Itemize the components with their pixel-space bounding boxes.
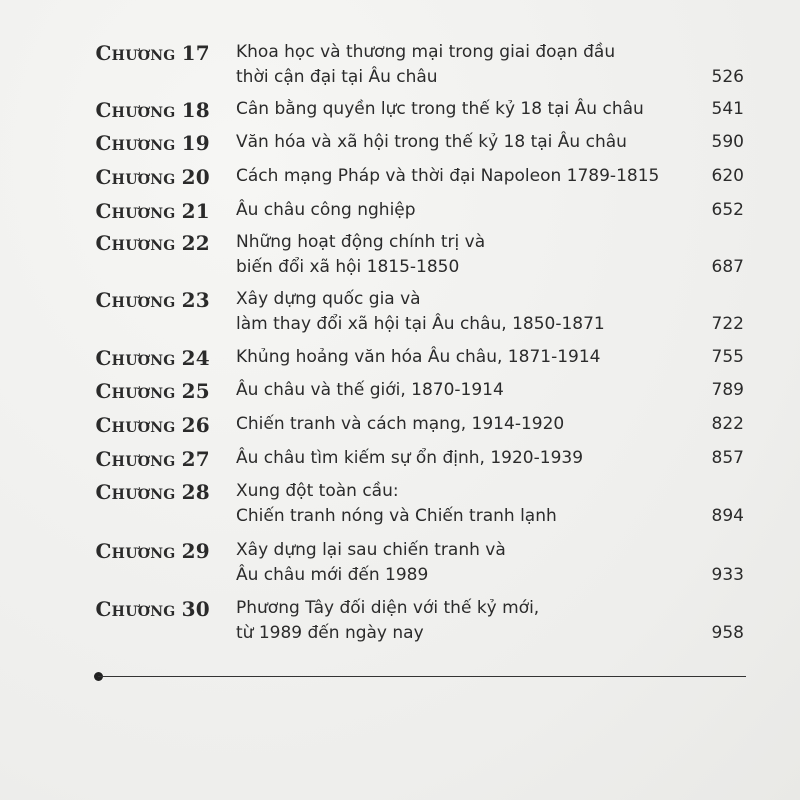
- chapter-number: 29: [181, 539, 210, 563]
- chapter-title: [236, 198, 686, 223]
- chapter-title: [236, 345, 686, 370]
- chapter-title-line: Cân bằng quyền lực trong thế kỷ 18 tại Âu châu: [236, 99, 644, 119]
- chapter-word: Chương: [95, 41, 176, 65]
- chapter-title: [236, 164, 686, 189]
- chapter-number: 26: [181, 413, 210, 437]
- chapter-word: Chương: [95, 379, 176, 403]
- chapter-label: [0, 230, 210, 256]
- chapter-title-line: Khủng hoảng văn hóa Âu châu, 1871-1914: [236, 347, 601, 367]
- chapter-title-line: Xây dựng quốc gia và: [236, 289, 421, 309]
- chapter-word: Chương: [95, 539, 176, 563]
- chapter-word: Chương: [95, 288, 176, 312]
- chapter-number: 25: [181, 379, 210, 403]
- chapter-title: [236, 97, 686, 122]
- chapter-word: Chương: [95, 413, 176, 437]
- chapter-title-line: Âu châu tìm kiếm sự ổn định, 1920-1939: [236, 448, 584, 468]
- page-number: 755: [711, 347, 744, 367]
- chapter-number: 23: [181, 288, 210, 312]
- chapter-title-line: Khoa học và thương mại trong giai đoạn đầu: [236, 42, 616, 62]
- chapter-title-line: Chiến tranh và cách mạng, 1914-1920: [236, 414, 565, 434]
- chapter-number: 27: [181, 447, 210, 471]
- chapter-number: 19: [181, 131, 210, 155]
- chapter-title: [236, 287, 686, 337]
- chapter-title: [236, 230, 686, 280]
- chapter-title-line: Âu châu mới đến 1989: [236, 565, 429, 585]
- chapter-number: 20: [181, 165, 210, 189]
- chapter-title-line: biến đổi xã hội 1815-1850: [236, 257, 460, 277]
- page-number: 933: [711, 565, 744, 585]
- chapter-label: [0, 446, 210, 472]
- chapter-word: Chương: [95, 98, 176, 122]
- page-number: 894: [711, 506, 744, 526]
- chapter-word: Chương: [95, 131, 176, 155]
- chapter-title-line: Những hoạt động chính trị và: [236, 232, 486, 252]
- chapter-label: [0, 40, 210, 66]
- chapter-title-line: Xung đột toàn cầu:: [236, 481, 399, 501]
- page-number: 857: [711, 448, 744, 468]
- chapter-title: [236, 596, 686, 646]
- page-number: 687: [711, 257, 744, 277]
- chapter-title: [236, 412, 686, 437]
- chapter-title-line: Âu châu và thế giới, 1870-1914: [236, 380, 504, 400]
- chapter-word: Chương: [95, 447, 176, 471]
- chapter-title: [236, 446, 686, 471]
- page-number: 620: [711, 166, 744, 186]
- chapter-title-line: Văn hóa và xã hội trong thế kỷ 18 tại Âu châu: [236, 132, 627, 152]
- chapter-title-line: Âu châu công nghiệp: [236, 200, 416, 220]
- chapter-word: Chương: [95, 597, 176, 621]
- divider-rule: [98, 676, 746, 677]
- chapter-title: [236, 479, 686, 529]
- chapter-number: 17: [181, 41, 210, 65]
- chapter-number: 22: [181, 231, 210, 255]
- chapter-word: Chương: [95, 199, 176, 223]
- chapter-label: [0, 198, 210, 224]
- chapter-title-line: Phương Tây đối diện với thế kỷ mới,: [236, 598, 540, 618]
- chapter-number: 30: [181, 597, 210, 621]
- chapter-title: [236, 130, 686, 155]
- chapter-word: Chương: [95, 346, 176, 370]
- chapter-number: 18: [181, 98, 210, 122]
- chapter-label: [0, 287, 210, 313]
- chapter-title: [236, 378, 686, 403]
- chapter-label: [0, 164, 210, 190]
- chapter-title-line: Chiến tranh nóng và Chiến tranh lạnh: [236, 506, 557, 526]
- chapter-title-line: thời cận đại tại Âu châu: [236, 67, 438, 87]
- page-number: 526: [711, 67, 744, 87]
- page-number: 652: [711, 200, 744, 220]
- page-number: 789: [711, 380, 744, 400]
- chapter-word: Chương: [95, 165, 176, 189]
- page-number: 590: [711, 132, 744, 152]
- page-number: 958: [711, 623, 744, 643]
- chapter-word: Chương: [95, 480, 176, 504]
- chapter-title-line: Xây dựng lại sau chiến tranh và: [236, 540, 506, 560]
- chapter-word: Chương: [95, 231, 176, 255]
- chapter-title-line: từ 1989 đến ngày nay: [236, 623, 424, 643]
- chapter-label: [0, 97, 210, 123]
- chapter-label: [0, 479, 210, 505]
- chapter-label: [0, 412, 210, 438]
- chapter-number: 28: [181, 480, 210, 504]
- page-number: 541: [711, 99, 744, 119]
- chapter-label: [0, 130, 210, 156]
- chapter-title: [236, 40, 686, 90]
- chapter-number: 24: [181, 346, 210, 370]
- chapter-label: [0, 538, 210, 564]
- chapter-title-line: làm thay đổi xã hội tại Âu châu, 1850-1871: [236, 314, 605, 334]
- chapter-title: [236, 538, 686, 588]
- chapter-label: [0, 378, 210, 404]
- chapter-label: [0, 596, 210, 622]
- page-number: 722: [711, 314, 744, 334]
- page-number: 822: [711, 414, 744, 434]
- chapter-number: 21: [181, 199, 210, 223]
- chapter-label: [0, 345, 210, 371]
- chapter-title-line: Cách mạng Pháp và thời đại Napoleon 1789-1815: [236, 166, 660, 186]
